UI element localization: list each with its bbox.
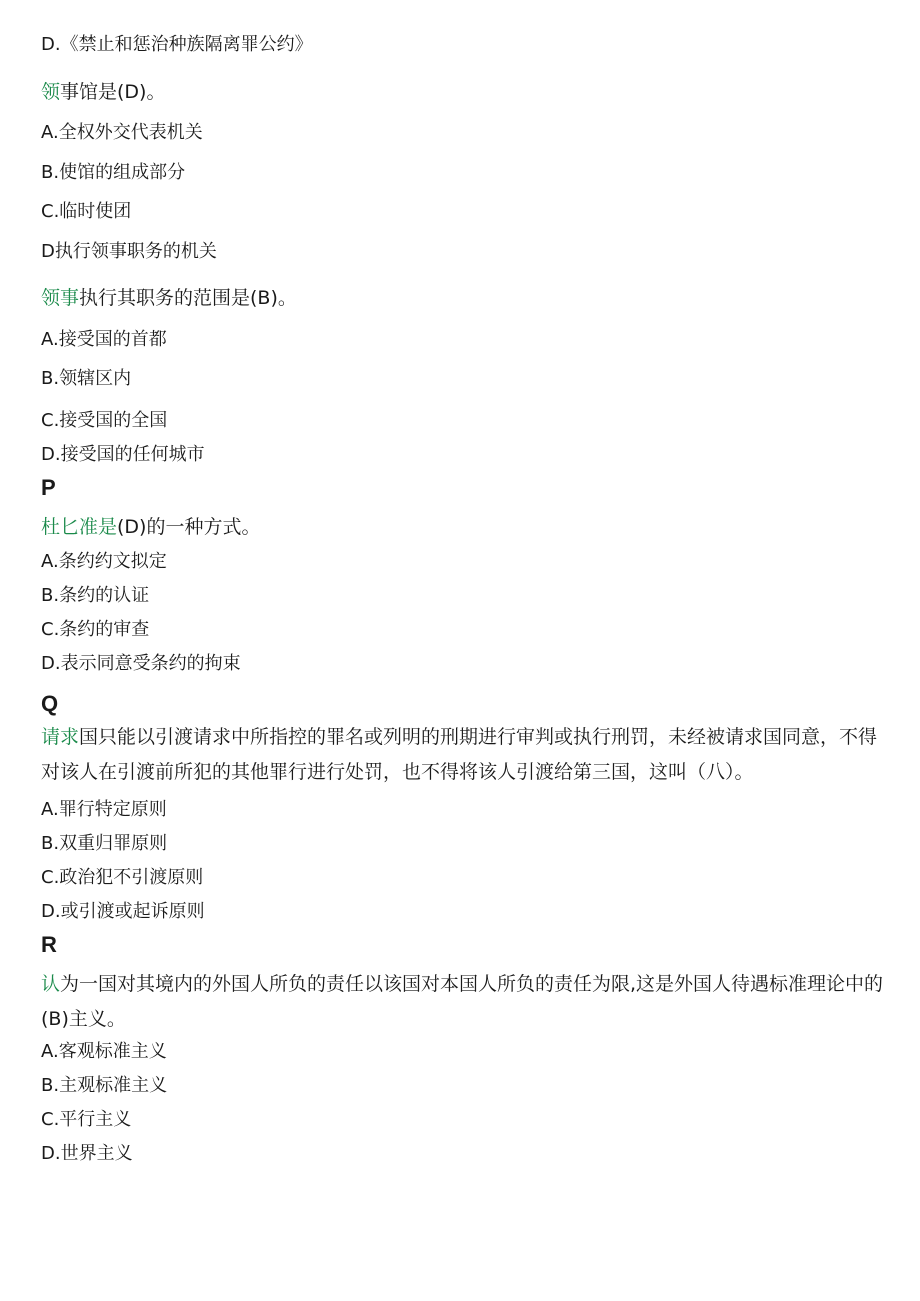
q2-option-a: A.接受国的首都 bbox=[41, 329, 167, 350]
section-letter-p: P bbox=[41, 475, 56, 500]
q1-option-d: D执行领事职务的机关 bbox=[41, 241, 217, 262]
question-4-text: 国只能以引渡请求中所指控的罪名或列明的刑期进行审判或执行刑罚，未经被请求国同意，不得对该人在引渡前所犯的其他罪行进行处罚，也不得将该人引渡给第三国，这叫（八）。 bbox=[41, 726, 878, 783]
question-1-text: 事馆是(D)。 bbox=[60, 81, 166, 103]
question-2-highlight: 领事 bbox=[41, 287, 80, 309]
option-top: D.《禁止和惩治种族隔离罪公约》 bbox=[41, 34, 313, 55]
question-5-highlight: 认 bbox=[41, 973, 61, 995]
q4-option-c: C.政治犯不引渡原则 bbox=[41, 867, 204, 888]
question-3-text: (D)的一种方式。 bbox=[117, 516, 261, 538]
q3-option-c: C.条约的审查 bbox=[41, 619, 150, 640]
q3-option-d: D.表示同意受条约的拘束 bbox=[41, 653, 241, 674]
q4-option-d: D.或引渡或起诉原则 bbox=[41, 901, 205, 922]
q5-option-a: A.客观标准主义 bbox=[41, 1041, 167, 1062]
section-letter-q: Q bbox=[41, 691, 59, 716]
question-1-highlight: 领 bbox=[41, 81, 61, 103]
question-1 bbox=[41, 80, 165, 104]
question-2-text: 执行其职务的范围是(B)。 bbox=[79, 287, 297, 309]
q4-option-a: A.罪行特定原则 bbox=[41, 799, 167, 820]
question-5 bbox=[41, 967, 886, 1037]
question-2 bbox=[41, 286, 297, 310]
q2-option-b: B.领辖区内 bbox=[41, 368, 132, 389]
question-4-highlight: 请求 bbox=[41, 726, 80, 748]
q5-option-d: D.世界主义 bbox=[41, 1143, 133, 1164]
question-3-highlight: 杜匕准是 bbox=[41, 516, 118, 538]
q2-option-d: D.接受国的任何城市 bbox=[41, 444, 205, 465]
section-letter-r: R bbox=[41, 932, 57, 957]
question-4 bbox=[41, 720, 886, 790]
q3-option-b: B.条约的认证 bbox=[41, 585, 150, 606]
q4-option-b: B.双重归罪原则 bbox=[41, 833, 168, 854]
q5-option-c: C.平行主义 bbox=[41, 1109, 132, 1130]
q1-option-b: B.使馆的组成部分 bbox=[41, 162, 186, 183]
q1-option-a: A.全权外交代表机关 bbox=[41, 122, 203, 143]
question-3 bbox=[41, 515, 260, 539]
q5-option-b: B.主观标准主义 bbox=[41, 1075, 168, 1096]
q3-option-a: A.条约约文拟定 bbox=[41, 551, 167, 572]
q1-option-c: C.临时使团 bbox=[41, 201, 132, 222]
q2-option-c: C.接受国的全国 bbox=[41, 410, 168, 431]
question-5-text: 为一国对其境内的外国人所负的责任以该国对本国人所负的责任为限,这是外国人待遇标准理论中的(B)主义。 bbox=[41, 973, 884, 1030]
